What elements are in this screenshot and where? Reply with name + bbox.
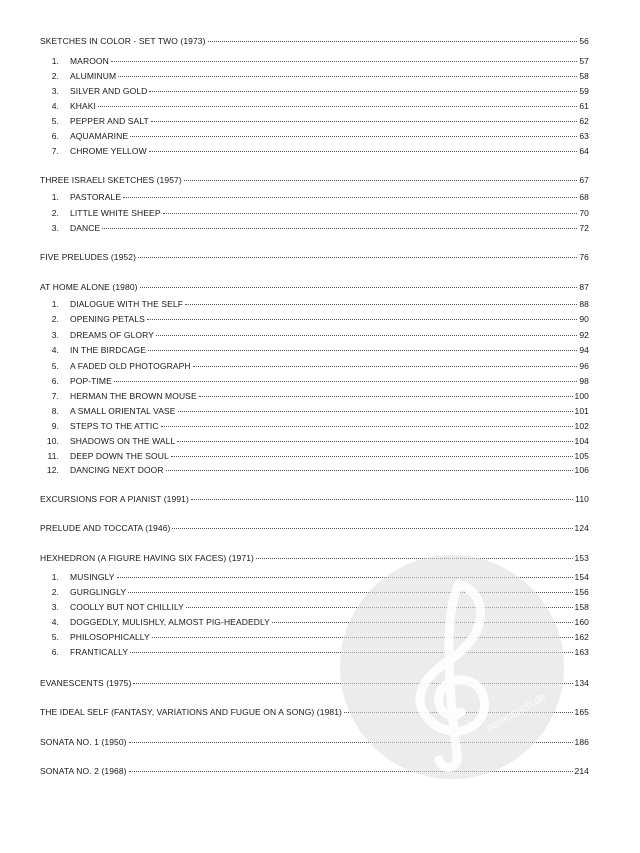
toc-page-number: 76 <box>579 252 589 262</box>
watermark-text: notenbuch.de <box>484 690 549 735</box>
toc-entry-title: CHROME YELLOW <box>70 146 147 156</box>
dot-leader <box>191 499 573 500</box>
toc-entry-title: DANCING NEXT DOOR <box>70 465 164 475</box>
toc-item-number: 2. <box>51 314 59 324</box>
toc-entry-title: POP-TIME <box>70 376 112 386</box>
dot-leader <box>148 350 577 351</box>
toc-entry-title: AQUAMARINE <box>70 131 129 141</box>
toc-entry-title: KHAKI <box>70 101 97 111</box>
toc-item-number: 1. <box>51 192 59 202</box>
dot-leader <box>147 319 577 320</box>
toc-item-entry[interactable] <box>40 314 589 325</box>
dot-leader <box>149 151 578 152</box>
dot-leader <box>208 41 578 42</box>
toc-entry-title: HERMAN THE BROWN MOUSE <box>70 391 197 401</box>
toc-page-number: 62 <box>579 116 589 126</box>
toc-item-number: 4. <box>51 345 59 355</box>
dot-leader <box>111 61 577 62</box>
toc-item-entry[interactable] <box>40 451 589 462</box>
toc-page-number: 214 <box>574 766 589 776</box>
toc-entry-title: DREAMS OF GLORY <box>70 330 154 340</box>
toc-item-number: 10. <box>46 436 59 446</box>
toc-item-number: 9. <box>51 421 59 431</box>
toc-page-number: 57 <box>579 56 589 66</box>
dot-leader <box>185 304 577 305</box>
toc-entry-title: PHILOSOPHICALLY <box>70 632 150 642</box>
toc-item-number: 8. <box>51 406 59 416</box>
toc-page-number: 70 <box>579 208 589 218</box>
toc-page-number: 134 <box>574 678 589 688</box>
toc-entry-title: STEPS TO THE ATTIC <box>70 421 159 431</box>
toc-entry-title: THE IDEAL SELF (FANTASY, VARIATIONS AND FUGUE ON A SONG) (1981) <box>40 707 342 717</box>
toc-page-number: 163 <box>574 647 589 657</box>
dot-leader <box>149 91 577 92</box>
toc-item-number: 5. <box>51 116 59 126</box>
toc-item-entry[interactable] <box>40 223 589 234</box>
toc-item-entry[interactable] <box>40 361 589 372</box>
toc-item-entry[interactable] <box>40 330 589 341</box>
dot-leader <box>114 381 577 382</box>
toc-item-entry[interactable] <box>40 101 589 112</box>
toc-entry-title: DOGGEDLY, MULISHLY, ALMOST PIG-HEADEDLY <box>70 617 270 627</box>
toc-item-entry[interactable] <box>40 86 589 97</box>
toc-page-number: 64 <box>579 146 589 156</box>
toc-page-number: 124 <box>574 523 589 533</box>
toc-item-entry[interactable] <box>40 376 589 387</box>
dot-leader <box>130 136 577 137</box>
toc-page-number: 101 <box>574 406 589 416</box>
toc-page-number: 61 <box>579 101 589 111</box>
toc-entry-title: FIVE PRELUDES (1952) <box>40 252 137 262</box>
toc-entry-title: IN THE BIRDCAGE <box>70 345 146 355</box>
toc-section-entry[interactable] <box>40 494 589 505</box>
toc-entry-title: SILVER AND GOLD <box>70 86 148 96</box>
toc-section-entry[interactable] <box>40 36 589 47</box>
toc-entry-title: EVANESCENTS (1975) <box>40 678 132 688</box>
toc-item-number: 5. <box>51 632 59 642</box>
toc-entry-title: AT HOME ALONE (1980) <box>40 282 138 292</box>
toc-page-number: 106 <box>574 465 589 475</box>
dot-leader <box>98 106 577 107</box>
dot-leader <box>138 257 577 258</box>
toc-page-number: 68 <box>579 192 589 202</box>
toc-entry-title: FRANTICALLY <box>70 647 129 657</box>
toc-page-number: 160 <box>574 617 589 627</box>
dot-leader <box>184 180 578 181</box>
toc-item-number: 4. <box>51 617 59 627</box>
toc-page-number: 67 <box>579 175 589 185</box>
toc-item-entry[interactable] <box>40 192 589 203</box>
toc-item-entry[interactable] <box>40 345 589 356</box>
toc-item-entry[interactable] <box>40 406 589 417</box>
dot-leader <box>178 411 573 412</box>
dot-leader <box>140 287 578 288</box>
toc-entry-title: DIALOGUE WITH THE SELF <box>70 299 184 309</box>
toc-item-number: 1. <box>51 299 59 309</box>
dot-leader <box>193 366 578 367</box>
toc-page-number: 58 <box>579 71 589 81</box>
toc-page-number: 92 <box>579 330 589 340</box>
toc-item-entry[interactable] <box>40 299 589 310</box>
toc-item-number: 6. <box>51 647 59 657</box>
toc-entry-title: PRELUDE AND TOCCATA (1946) <box>40 523 171 533</box>
toc-item-number: 1. <box>51 56 59 66</box>
dot-leader <box>156 335 577 336</box>
toc-entry-title: PASTORALE <box>70 192 122 202</box>
dot-leader <box>172 528 572 529</box>
dot-leader <box>199 396 573 397</box>
toc-item-number: 2. <box>51 587 59 597</box>
toc-entry-title: SONATA NO. 1 (1950) <box>40 737 127 747</box>
toc-page-number: 87 <box>579 282 589 292</box>
toc-page-number: 105 <box>574 451 589 461</box>
toc-entry-title: DEEP DOWN THE SOUL <box>70 451 169 461</box>
toc-entry-title: COOLLY BUT NOT CHILLILY <box>70 602 184 612</box>
toc-entry-title: SHADOWS ON THE WALL <box>70 436 176 446</box>
toc-item-entry[interactable] <box>40 465 589 476</box>
toc-item-number: 7. <box>51 391 59 401</box>
toc-item-entry[interactable] <box>40 391 589 402</box>
dot-leader <box>151 121 578 122</box>
toc-entry-title: MAROON <box>70 56 109 66</box>
toc-item-entry[interactable] <box>40 56 589 67</box>
toc-page-number: 158 <box>574 602 589 612</box>
toc-item-number: 11. <box>47 451 59 461</box>
toc-section-entry[interactable] <box>40 175 589 186</box>
toc-page-number: 104 <box>574 436 589 446</box>
toc-page-number: 110 <box>575 494 589 504</box>
toc-item-number: 1. <box>51 572 59 582</box>
toc-entry-title: EXCURSIONS FOR A PIANIST (1991) <box>40 494 189 504</box>
toc-section-entry[interactable] <box>40 523 589 534</box>
toc-entry-title: PEPPER AND SALT <box>70 116 149 126</box>
toc-item-entry[interactable] <box>40 146 589 157</box>
toc-page-number: 63 <box>579 131 589 141</box>
toc-entry-title: HEXHEDRON (A FIGURE HAVING SIX FACES) (1971) <box>40 553 254 563</box>
toc-page-number: 162 <box>574 632 589 642</box>
toc-page-number: 165 <box>574 707 589 717</box>
toc-entry-title: DANCE <box>70 223 101 233</box>
toc-item-number: 2. <box>51 208 59 218</box>
toc-entry-title: LITTLE WHITE SHEEP <box>70 208 161 218</box>
dot-leader <box>177 441 572 442</box>
toc-item-entry[interactable] <box>40 208 589 219</box>
toc-page-number: 100 <box>574 391 589 401</box>
toc-entry-title: GURGLINGLY <box>70 587 127 597</box>
toc-page-number: 153 <box>574 553 589 563</box>
toc-item-number: 6. <box>51 131 59 141</box>
dot-leader <box>161 426 573 427</box>
dot-leader <box>171 456 573 457</box>
toc-entry-title: MUSINGLY <box>70 572 115 582</box>
toc-page-number: 56 <box>579 36 589 46</box>
toc-item-entry[interactable] <box>40 71 589 82</box>
toc-entry-title: A FADED OLD PHOTOGRAPH <box>70 361 191 371</box>
dot-leader <box>123 197 577 198</box>
toc-page-number: 156 <box>574 587 589 597</box>
toc-entry-title: OPENING PETALS <box>70 314 145 324</box>
toc-page-number: 186 <box>574 737 589 747</box>
dot-leader <box>102 228 577 229</box>
toc-page-number: 94 <box>579 345 589 355</box>
toc-item-number: 6. <box>51 376 59 386</box>
toc-entry-title: SKETCHES IN COLOR - SET TWO (1973) <box>40 36 206 46</box>
toc-item-number: 3. <box>51 223 59 233</box>
toc-section-entry[interactable] <box>40 252 589 263</box>
toc-page-number: 98 <box>579 376 589 386</box>
toc-item-entry[interactable] <box>40 436 589 447</box>
dot-leader <box>118 76 577 77</box>
toc-entry-title: SONATA NO. 2 (1968) <box>40 766 127 776</box>
toc-page-number: 90 <box>579 314 589 324</box>
toc-page-number: 59 <box>579 86 589 96</box>
toc-item-number: 2. <box>51 71 59 81</box>
toc-page-number: 88 <box>579 299 589 309</box>
toc-item-entry[interactable] <box>40 421 589 432</box>
dot-leader <box>163 213 578 214</box>
toc-item-number: 3. <box>51 330 59 340</box>
toc-page-number: 102 <box>574 421 589 431</box>
treble-clef-watermark-icon <box>339 554 565 780</box>
toc-item-number: 3. <box>51 602 59 612</box>
toc-page-number: 96 <box>579 361 589 371</box>
toc-item-number: 4. <box>51 101 59 111</box>
toc-item-number: 12. <box>46 465 59 475</box>
toc-entry-title: THREE ISRAELI SKETCHES (1957) <box>40 175 182 185</box>
toc-page-number: 154 <box>574 572 589 582</box>
toc-section-entry[interactable] <box>40 282 589 293</box>
toc-item-entry[interactable] <box>40 116 589 127</box>
toc-page-number: 72 <box>579 223 589 233</box>
toc-item-number: 7. <box>51 146 59 156</box>
toc-item-number: 5. <box>51 361 59 371</box>
toc-item-number: 3. <box>51 86 59 96</box>
toc-item-entry[interactable] <box>40 131 589 142</box>
dot-leader <box>166 470 573 471</box>
toc-entry-title: A SMALL ORIENTAL VASE <box>70 406 176 416</box>
toc-entry-title: ALUMINUM <box>70 71 117 81</box>
